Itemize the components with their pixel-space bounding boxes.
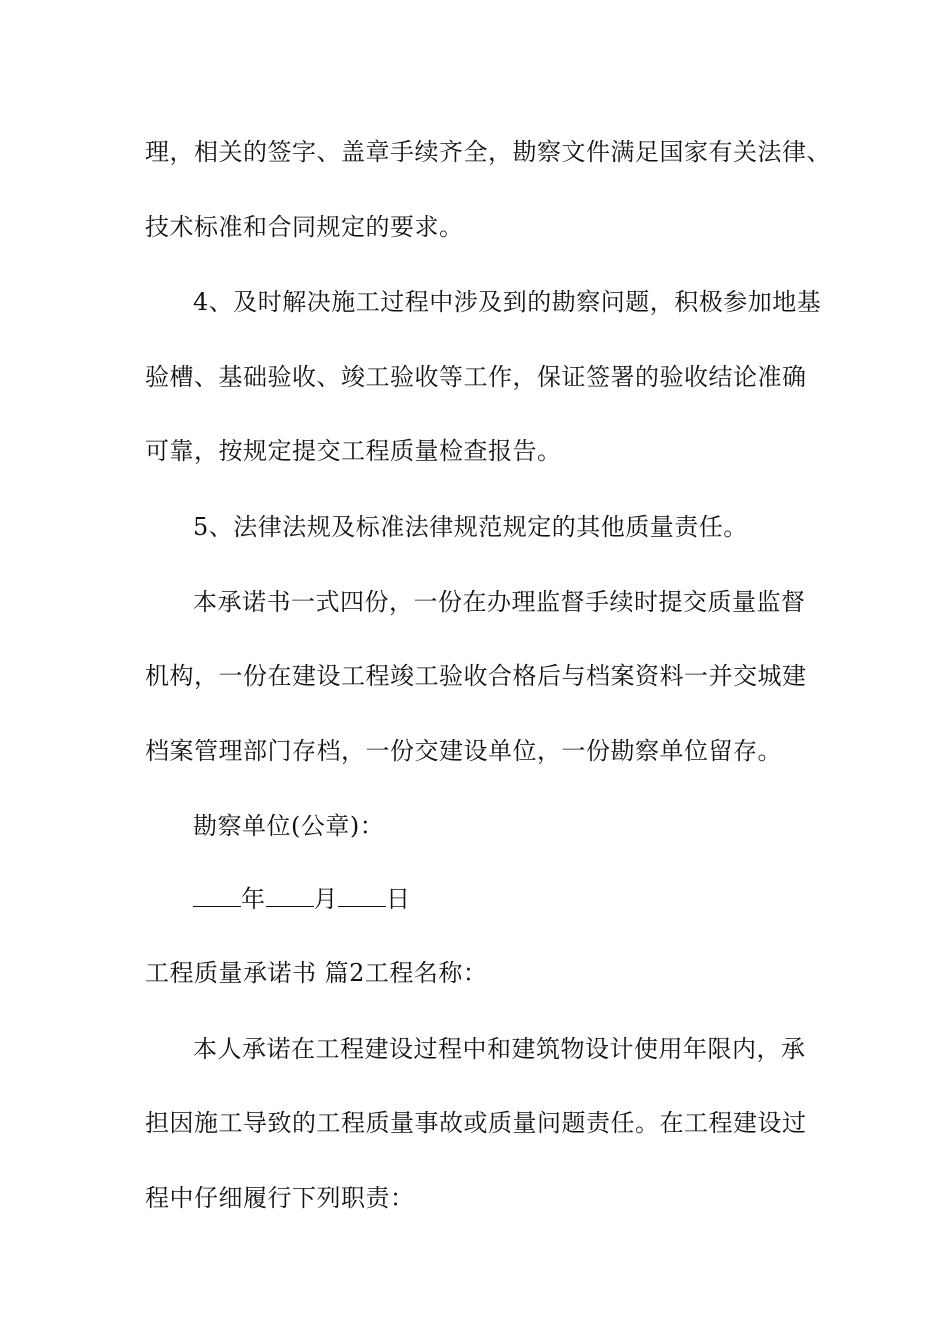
paragraph-line: 验槽、基础验收、竣工验收等工作，保证签署的验收结论准确 bbox=[145, 363, 807, 391]
year-label: 年 bbox=[241, 885, 266, 913]
month-label: 月 bbox=[313, 885, 338, 913]
paragraph-line: 可靠，按规定提交工程质量检查报告。 bbox=[145, 437, 562, 465]
paragraph-line: 技术标准和合同规定的要求。 bbox=[145, 213, 464, 241]
day-blank bbox=[338, 884, 386, 907]
section-heading: 工程质量承诺书 篇2工程名称： bbox=[145, 959, 488, 987]
paragraph-line: 档案管理部门存档，一份交建设单位，一份勘察单位留存。 bbox=[145, 737, 782, 765]
paragraph-line: 本人承诺在工程建设过程中和建筑物设计使用年限内，承 bbox=[193, 1035, 806, 1063]
paragraph-line: 5、法律法规及标准法律规范规定的其他质量责任。 bbox=[193, 513, 748, 541]
day-label: 日 bbox=[386, 885, 411, 913]
month-blank bbox=[266, 884, 314, 907]
paragraph-line: 理，相关的签字、盖章手续齐全，勘察文件满足国家有关法律、 bbox=[145, 138, 831, 166]
paragraph-line: 4、及时解决施工过程中涉及到的勘察问题，积极参加地基 bbox=[193, 288, 822, 316]
paragraph-line: 担因施工导致的工程质量事故或质量问题责任。在工程建设过 bbox=[145, 1109, 807, 1137]
date-line bbox=[193, 884, 411, 914]
paragraph-line: 机构，一份在建设工程竣工验收合格后与档案资料一并交城建 bbox=[145, 662, 807, 690]
year-blank bbox=[193, 884, 241, 907]
signature-label: 勘察单位(公章)： bbox=[193, 812, 385, 840]
paragraph-line: 本承诺书一式四份，一份在办理监督手续时提交质量监督 bbox=[193, 588, 806, 616]
paragraph-line: 程中仔细履行下列职责： bbox=[145, 1184, 415, 1212]
